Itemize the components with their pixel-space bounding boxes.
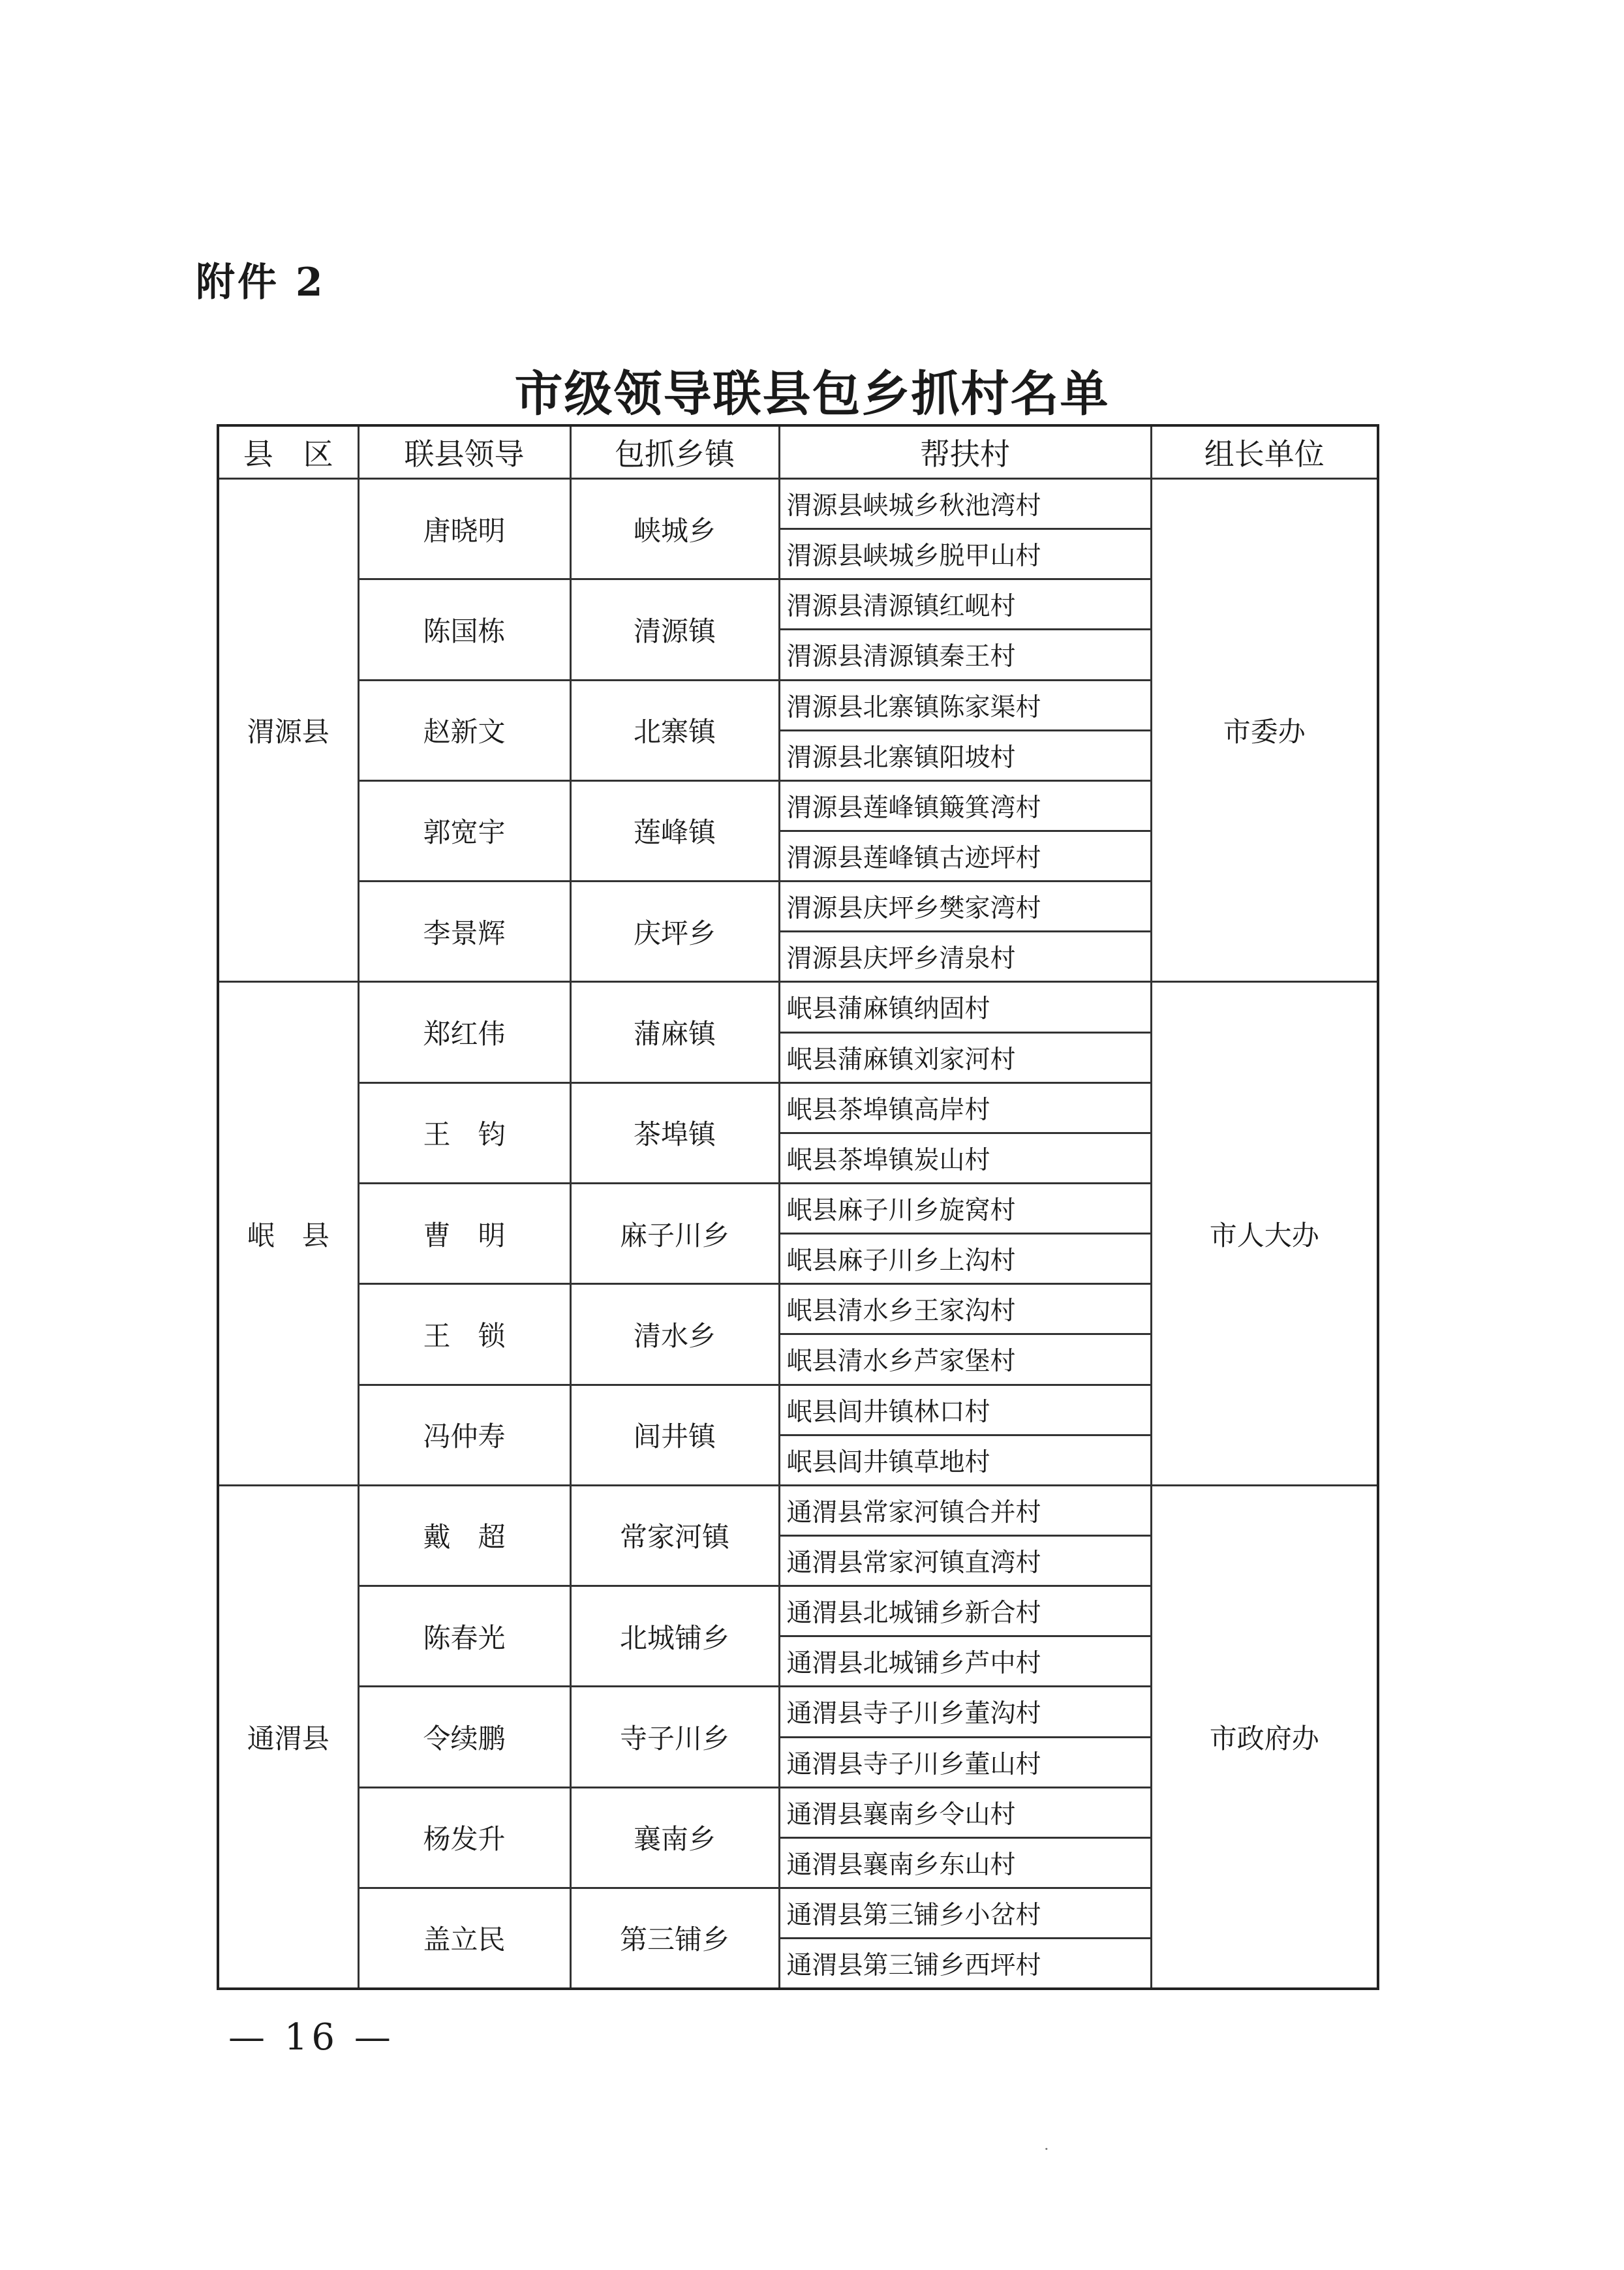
village-cell: 岷县麻子川乡旋窝村 <box>779 1183 1151 1233</box>
township-cell: 北城铺乡 <box>570 1586 779 1687</box>
page-number: — 16 — <box>228 2016 395 2059</box>
village-cell: 岷县蒲麻镇刘家河村 <box>779 1032 1151 1082</box>
village-cell: 通渭县北城铺乡新合村 <box>779 1586 1151 1636</box>
village-cell: 通渭县第三铺乡小岔村 <box>779 1888 1151 1938</box>
township-cell: 襄南乡 <box>570 1787 779 1888</box>
township-cell: 茶埠镇 <box>570 1082 779 1183</box>
header-village: 帮扶村 <box>779 425 1151 479</box>
scan-speck: · <box>1044 2140 1049 2158</box>
leader-cell: 李景辉 <box>358 882 570 982</box>
leader-cell: 郑红伟 <box>358 982 570 1082</box>
table-row <box>218 982 1378 1032</box>
header-county: 县 区 <box>218 425 358 479</box>
village-cell: 渭源县庆坪乡樊家湾村 <box>779 882 1151 932</box>
leader-cell: 赵新文 <box>358 680 570 780</box>
county-cell: 渭源县 <box>218 479 358 982</box>
township-cell: 闾井镇 <box>570 1385 779 1485</box>
county-cell: 通渭县 <box>218 1485 358 1989</box>
village-cell: 岷县麻子川乡上沟村 <box>779 1234 1151 1284</box>
village-cell: 岷县蒲麻镇纳固村 <box>779 982 1151 1032</box>
village-cell: 岷县清水乡王家沟村 <box>779 1284 1151 1334</box>
township-cell: 莲峰镇 <box>570 780 779 881</box>
leader-cell: 王 锁 <box>358 1284 570 1385</box>
township-cell: 峡城乡 <box>570 479 779 579</box>
village-cell: 渭源县清源镇红岘村 <box>779 579 1151 630</box>
township-cell: 第三铺乡 <box>570 1888 779 1989</box>
village-cell: 通渭县常家河镇直湾村 <box>779 1535 1151 1586</box>
village-cell: 岷县闾井镇草地村 <box>779 1435 1151 1485</box>
leader-cell: 陈春光 <box>358 1586 570 1687</box>
leader-cell: 戴 超 <box>358 1485 570 1586</box>
township-cell: 清水乡 <box>570 1284 779 1385</box>
lead-unit-cell: 市人大办 <box>1151 982 1378 1485</box>
leader-cell: 杨发升 <box>358 1787 570 1888</box>
header-township: 包抓乡镇 <box>570 425 779 479</box>
leader-cell: 郭宽宇 <box>358 780 570 881</box>
leader-cell: 盖立民 <box>358 1888 570 1989</box>
leader-cell: 令续鹏 <box>358 1687 570 1787</box>
county-cell: 岷 县 <box>218 982 358 1485</box>
village-cell: 渭源县北寨镇阳坡村 <box>779 730 1151 780</box>
village-cell: 通渭县寺子川乡董沟村 <box>779 1687 1151 1737</box>
village-cell: 岷县茶埠镇炭山村 <box>779 1133 1151 1183</box>
village-cell: 渭源县莲峰镇簸箕湾村 <box>779 780 1151 831</box>
village-cell: 渭源县峡城乡秋池湾村 <box>779 479 1151 529</box>
leader-cell: 陈国栋 <box>358 579 570 680</box>
village-cell: 通渭县寺子川乡董山村 <box>779 1737 1151 1787</box>
lead-unit-cell: 市委办 <box>1151 479 1378 982</box>
leader-cell: 唐晓明 <box>358 479 570 579</box>
table-row <box>218 1485 1378 1535</box>
village-cell: 渭源县庆坪乡清泉村 <box>779 932 1151 982</box>
attachment-label: 附件 2 <box>196 260 326 305</box>
village-cell: 渭源县峡城乡脱甲山村 <box>779 529 1151 579</box>
township-cell: 常家河镇 <box>570 1485 779 1586</box>
header-leader: 联县领导 <box>358 425 570 479</box>
village-cell: 渭源县清源镇秦王村 <box>779 630 1151 680</box>
village-cell: 岷县茶埠镇高岸村 <box>779 1082 1151 1133</box>
header-row <box>218 425 1378 479</box>
village-cell: 通渭县第三铺乡西坪村 <box>779 1939 1151 1989</box>
leader-cell: 冯仲寿 <box>358 1385 570 1485</box>
village-cell: 渭源县莲峰镇古迹坪村 <box>779 831 1151 881</box>
roster-body <box>218 479 1378 1989</box>
township-cell: 蒲麻镇 <box>570 982 779 1082</box>
village-cell: 通渭县襄南乡令山村 <box>779 1787 1151 1837</box>
document-title: 市级领导联县包乡抓村名单 <box>514 366 1110 422</box>
village-cell: 通渭县常家河镇合并村 <box>779 1485 1151 1535</box>
header-lead-unit: 组长单位 <box>1151 425 1378 479</box>
township-cell: 麻子川乡 <box>570 1183 779 1283</box>
township-cell: 庆坪乡 <box>570 882 779 982</box>
township-cell: 寺子川乡 <box>570 1687 779 1787</box>
leader-roster-table <box>217 424 1379 1990</box>
leader-cell: 曹 明 <box>358 1183 570 1283</box>
village-cell: 岷县清水乡芦家堡村 <box>779 1334 1151 1385</box>
village-cell: 渭源县北寨镇陈家渠村 <box>779 680 1151 730</box>
township-cell: 北寨镇 <box>570 680 779 780</box>
leader-cell: 王 钧 <box>358 1082 570 1183</box>
table-row <box>218 479 1378 529</box>
village-cell: 通渭县襄南乡东山村 <box>779 1837 1151 1888</box>
lead-unit-cell: 市政府办 <box>1151 1485 1378 1989</box>
village-cell: 岷县闾井镇林口村 <box>779 1385 1151 1435</box>
township-cell: 清源镇 <box>570 579 779 680</box>
village-cell: 通渭县北城铺乡芦中村 <box>779 1636 1151 1687</box>
